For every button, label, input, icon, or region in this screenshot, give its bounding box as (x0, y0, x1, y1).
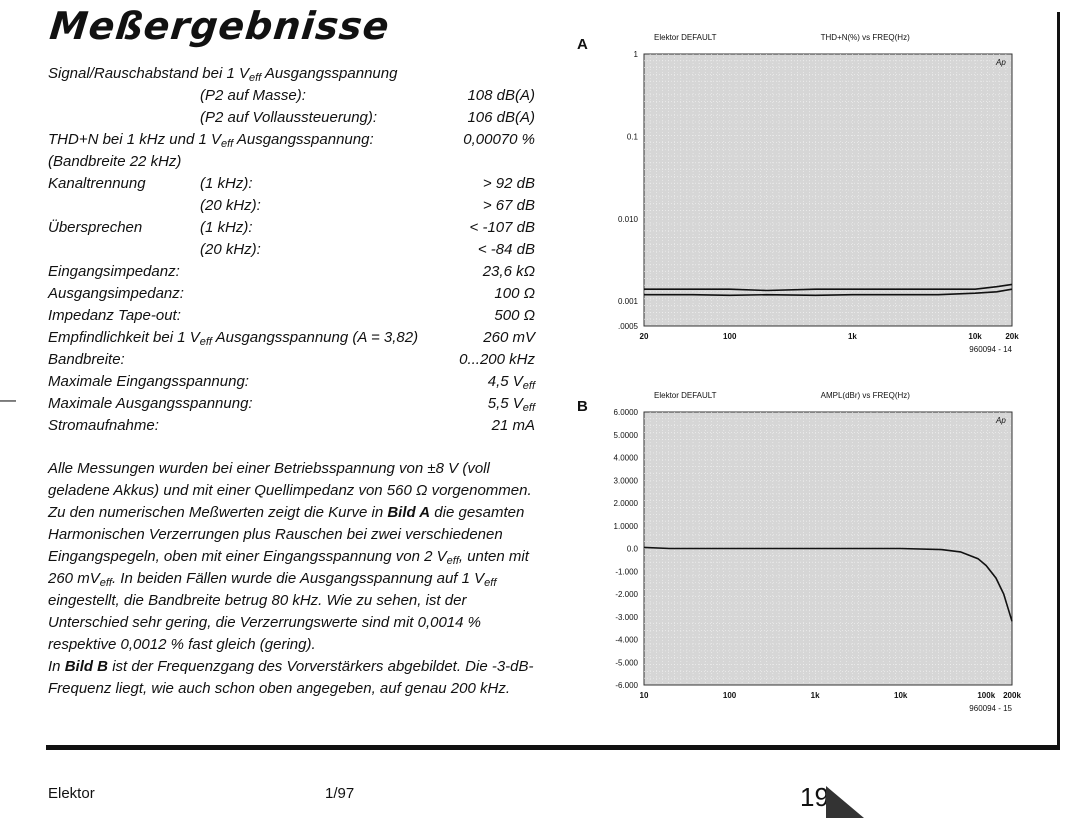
spec-value: 4,5 V (487, 373, 523, 390)
frequency-response-chart (600, 388, 1030, 733)
spec-sublabel: (20 kHz): (200, 197, 261, 214)
paragraph: Alle Messungen wurden bei einer Betriebsspannung von ±8 V (voll geladene Akkus) und mit einer Quellimpedanz von 560 Ω vorgenommen. Zu den numerischen Meßwerten zeigt die Kurve in Bild A die gesamten Harmonischen Verzerrungen plus Rauschen bei zwei verschiedenen Eingangspegeln, oben mit einer Eingangsspannung von 2 $V_{eff}$, unten mit 260 $mV_{eff}$. In beiden Fällen wurde die Ausgangsspannung auf 1 $V_{eff}$ eingestellt, die Bandbreite betrug 80 kHz. Wie zu sehen, ist der Unterschied sehr gering, die Verzerrungswerte sind mit 0,0014 % respektive 0,0012 % fast gleich (gering). (48, 460, 532, 653)
spec-label: Übersprechen (48, 219, 143, 236)
spec-row (48, 173, 548, 195)
chart-logo: Ap (996, 416, 1006, 425)
page-corner-icon (826, 786, 864, 818)
chart-title: AMPL(dBr) vs FREQ(Hz) (820, 391, 910, 400)
y-tick-label: 2.0000 (613, 499, 638, 508)
footer-issue: 1/97 (325, 785, 355, 802)
x-tick-label: 1k (847, 332, 857, 341)
y-tick-label: -5.000 (615, 658, 638, 668)
y-tick-label: -4.000 (615, 635, 638, 645)
page-number: 19 (800, 782, 829, 812)
spec-row (48, 349, 548, 371)
spec-label: Kanaltrennung (48, 175, 146, 192)
spec-row (48, 107, 548, 129)
vertical-rule (1057, 12, 1060, 750)
spec-table (48, 63, 548, 437)
y-tick-label: -6.000 (615, 681, 638, 690)
body-text (48, 458, 538, 700)
spec-label: (P2 auf Vollaussteuerung): (200, 109, 378, 126)
y-tick-label: 0.001 (617, 297, 638, 307)
subscript: eff (199, 336, 212, 348)
x-tick-label: 1k (810, 691, 820, 700)
footer-publication: Elektor (48, 785, 95, 802)
spec-sublabel: (20 kHz): (200, 241, 261, 258)
spec-row (48, 63, 548, 85)
spec-row (48, 239, 548, 261)
spec-label: Empfindlichkeit bei 1 V (48, 329, 200, 346)
spec-label: Maximale Ausgangsspannung: (48, 395, 253, 412)
spec-label: Stromaufnahme: (48, 417, 159, 434)
spec-label: (P2 auf Masse): (200, 87, 306, 104)
page-title: Meßergebnisse (47, 4, 393, 48)
y-tick-label: 0.0 (626, 544, 638, 554)
spec-label-tail: Ausgangsspannung (A = 3,82) (211, 329, 419, 346)
spec-row (48, 283, 548, 305)
spec-label: THD+N bei 1 kHz und 1 V (48, 131, 221, 148)
spec-row (48, 85, 548, 107)
x-tick-label: 100 (722, 691, 737, 700)
horizontal-rule (46, 745, 1060, 750)
spec-value: 100 Ω (494, 285, 535, 302)
spec-sublabel: (1 kHz): (200, 175, 253, 192)
subscript: eff (522, 380, 535, 392)
chart-logo: Ap (996, 58, 1006, 67)
spec-label: Bandbreite: (48, 351, 125, 368)
subscript: eff (522, 402, 535, 414)
spec-value: 106 dB(A) (467, 109, 535, 126)
spec-row (48, 305, 548, 327)
y-tick-label: 3.0000 (613, 476, 638, 486)
spec-value: 0...200 kHz (459, 351, 535, 368)
spec-value: > 92 dB (482, 175, 535, 192)
figure-label-a: A (577, 36, 588, 53)
spec-sublabel: (1 kHz): (200, 219, 253, 236)
spec-label: Impedanz Tape-out: (48, 307, 181, 324)
figure-code: 960094 - 14 (969, 345, 1012, 354)
spec-label: Signal/Rauschabstand bei 1 V (48, 65, 249, 82)
spec-value: < -84 dB (477, 241, 535, 258)
figure-ref: Bild A (387, 504, 431, 521)
chart-header: Elektor DEFAULT (654, 33, 717, 42)
spec-value: 5,5 V (487, 395, 523, 412)
x-tick-label: 20k (1005, 332, 1019, 341)
thd-chart (600, 28, 1030, 368)
spec-row (48, 151, 548, 173)
paragraph: In Bild B ist der Frequenzgang des Vorverstärkers abgebildet. Die -3-dB-Frequenz liegt, wie auch schon oben angegeben, auf genau 200 kHz. (48, 658, 534, 697)
y-tick-label: 6.0000 (613, 408, 638, 417)
subscript: eff (248, 72, 262, 84)
figure-ref: Bild B (64, 658, 109, 675)
x-tick-label: 100 (723, 332, 737, 341)
x-tick-label: 200k (1003, 691, 1021, 700)
subscript: eff (221, 138, 234, 150)
spec-value: 23,6 kΩ (482, 263, 535, 280)
y-tick-label: -3.000 (615, 612, 638, 622)
spec-value: > 67 dB (482, 197, 535, 214)
y-tick-label: .0005 (617, 322, 638, 331)
y-tick-label: 5.0000 (613, 430, 638, 440)
spec-row (48, 327, 548, 349)
y-tick-label: 0.1 (626, 132, 638, 142)
spec-row (48, 217, 548, 239)
spec-row (48, 415, 548, 437)
spec-value: 21 mA (491, 417, 535, 434)
spec-label: (Bandbreite 22 kHz) (48, 153, 182, 170)
chart-title: THD+N(%) vs FREQ(Hz) (820, 33, 910, 42)
y-tick-label: 0.010 (617, 214, 638, 224)
spec-label-tail: Ausgangsspannung: (233, 131, 374, 148)
figure-code: 960094 - 15 (969, 704, 1012, 713)
y-tick-label: -1.000 (615, 567, 638, 577)
spec-row (48, 371, 548, 393)
spec-label: Eingangsimpedanz: (48, 263, 180, 280)
spec-label-tail: Ausgangsspannung (261, 65, 398, 82)
spec-value: < -107 dB (469, 219, 535, 236)
spec-value: 0,00070 % (463, 131, 535, 148)
spec-row (48, 129, 548, 151)
y-tick-label: 4.0000 (613, 453, 638, 463)
y-tick-label: 1 (633, 50, 638, 59)
margin-mark: — (0, 392, 16, 409)
spec-label: Maximale Eingangsspannung: (48, 373, 249, 390)
x-tick-label: 100k (977, 691, 996, 700)
x-tick-label: 10k (894, 691, 908, 700)
figure-label-b: B (577, 398, 588, 415)
x-tick-label: 20 (639, 332, 649, 341)
spec-value: 108 dB(A) (467, 87, 535, 104)
spec-value: 260 mV (483, 329, 535, 346)
spec-value: 500 Ω (494, 307, 535, 324)
spec-row (48, 261, 548, 283)
y-tick-label: 1.0000 (613, 521, 638, 531)
spec-label: Ausgangsimpedanz: (48, 285, 184, 302)
x-tick-label: 10 (639, 691, 649, 700)
x-tick-label: 10k (968, 332, 982, 341)
spec-row (48, 393, 548, 415)
chart-header: Elektor DEFAULT (654, 391, 717, 400)
spec-row (48, 195, 548, 217)
y-tick-label: -2.000 (615, 590, 638, 599)
